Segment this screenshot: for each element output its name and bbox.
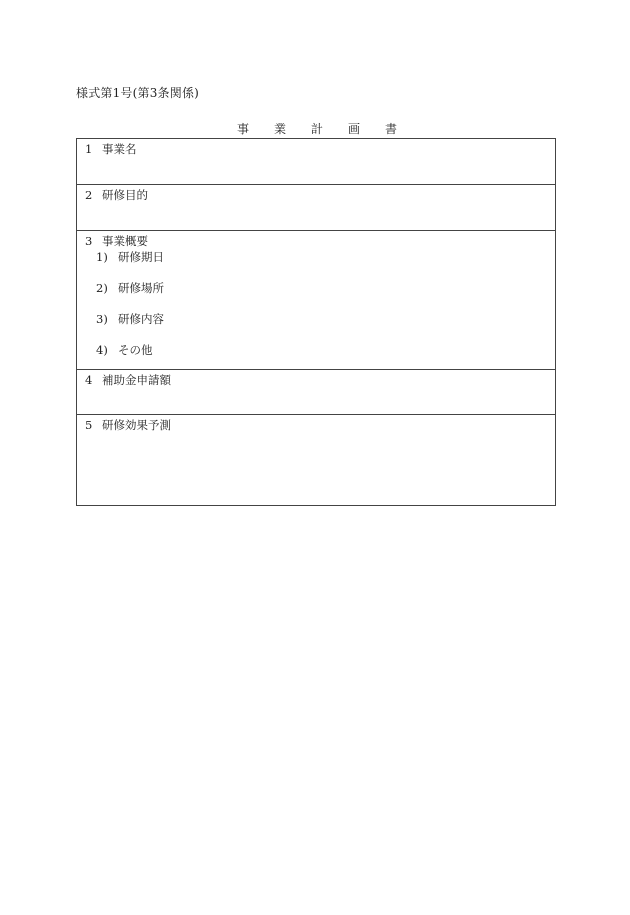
sub-item-number: 3) [96,312,108,326]
section-number: 4 [85,373,93,387]
sub-item-number: 2) [96,281,108,295]
title-char: 画 [347,122,360,136]
plan-form-table [76,138,556,506]
section-training-purpose[interactable] [77,185,555,231]
section-label: 研修目的 [102,188,148,202]
sub-item-training-content[interactable] [85,311,555,327]
title-char: 業 [273,122,286,136]
sub-item-training-date[interactable] [85,249,555,265]
sub-item-label: 研修場所 [118,281,164,295]
section-expected-effect[interactable] [77,415,555,505]
section-label: 補助金申請額 [102,373,171,387]
section-project-name[interactable] [77,139,555,185]
sub-item-other[interactable] [85,342,555,358]
section-number: 5 [85,418,93,432]
sub-item-label: その他 [118,343,153,357]
form-number: 様式第1号(第3条関係) [76,86,200,100]
sub-item-label: 研修期日 [118,250,164,264]
section-label: 事業名 [102,142,137,156]
title-char: 書 [384,122,397,136]
sub-item-label: 研修内容 [118,312,164,326]
section-number: 1 [85,142,93,156]
section-number: 2 [85,188,93,202]
section-project-overview[interactable] [77,231,555,370]
sub-item-number: 4) [96,343,108,357]
title-char: 計 [310,122,323,136]
sub-item-training-location[interactable] [85,280,555,296]
sub-item-number: 1) [96,250,108,264]
title-char: 事 [237,122,250,136]
section-label: 事業概要 [102,234,148,248]
section-label: 研修効果予測 [102,418,171,432]
document-title [237,121,397,137]
section-subsidy-amount[interactable] [77,370,555,415]
section-number: 3 [85,234,93,248]
